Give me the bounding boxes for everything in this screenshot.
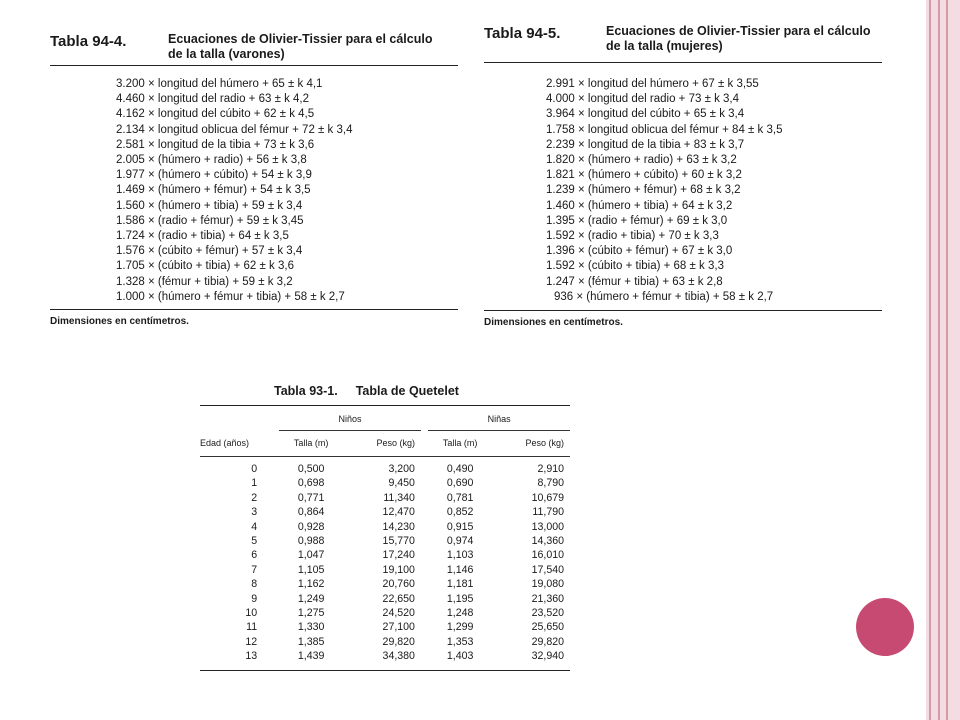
boys-weight-cell: 15,770 bbox=[382, 535, 415, 548]
boys-height-cell: 0,500 bbox=[297, 463, 325, 475]
equation-item: 3.200 × longitud del húmero + 65 ± k 4,1 bbox=[116, 78, 323, 90]
table-94-4-caption bbox=[168, 32, 432, 62]
girls-height-cell: 1,195 bbox=[446, 592, 474, 605]
girls-height-cell: 0,781 bbox=[446, 491, 474, 504]
table-94-4-note: Dimensiones en centímetros. bbox=[50, 316, 189, 328]
age-cell: 10 bbox=[245, 607, 258, 620]
accent-circle bbox=[856, 598, 914, 656]
equation-item: 3.964 × longitud del cúbito + 65 ± k 3,4 bbox=[546, 108, 745, 121]
girls-weight-cell: 13,000 bbox=[531, 520, 564, 533]
table-94-4-equation-list bbox=[50, 77, 458, 305]
boys-height-cell: 0,864 bbox=[297, 506, 325, 519]
boys-height-cell: 1,047 bbox=[297, 549, 325, 562]
table-94-5-note: Dimensiones en centímetros. bbox=[484, 317, 623, 329]
equation-item: 1.239 × (húmero + fémur) + 68 ± k 3,2 bbox=[546, 184, 741, 197]
boys-weight-cell: 22,650 bbox=[382, 592, 415, 605]
boys-height-cell: 0,988 bbox=[297, 535, 325, 548]
girls-height-cell: 1,146 bbox=[446, 563, 474, 576]
age-cell: 13 bbox=[200, 649, 279, 670]
col-header-boys-height: Talla (m) bbox=[279, 431, 343, 457]
equation-item: 1.247 × (fémur + tibia) + 63 ± k 2,8 bbox=[546, 275, 723, 288]
boys-weight-cell: 19,100 bbox=[382, 563, 415, 576]
table-row bbox=[200, 457, 570, 477]
boys-height-cell: 1,330 bbox=[297, 621, 325, 634]
girls-height-cell: 0,690 bbox=[446, 477, 474, 490]
table-94-5 bbox=[484, 24, 882, 328]
age-cell: 7 bbox=[251, 563, 258, 576]
table-94-5-bottom-rule bbox=[484, 310, 882, 311]
boys-weight-cell: 11,340 bbox=[383, 491, 415, 504]
boys-weight-cell: 12,470 bbox=[382, 506, 415, 519]
boys-height-cell: 0,698 bbox=[297, 477, 325, 490]
boys-weight-cell: 34,380 bbox=[343, 649, 421, 670]
table-93-1-number: Tabla 93-1. bbox=[274, 384, 338, 398]
equation-item: 1.758 × longitud oblicua del fémur + 84 ± k 3,5 bbox=[546, 123, 783, 136]
table-94-4-caption-line2: de la talla (varones) bbox=[168, 47, 285, 61]
girls-weight-cell: 11,790 bbox=[532, 506, 564, 519]
col-header-girls-height: Talla (m) bbox=[428, 431, 492, 457]
table-94-5-number: Tabla 94-5. bbox=[484, 25, 561, 42]
boys-weight-cell: 27,100 bbox=[382, 621, 415, 634]
equation-item: 1.000 × (húmero + fémur + tibia) + 58 ± k 2,7 bbox=[116, 290, 345, 303]
table-row bbox=[200, 592, 570, 606]
age-cell: 9 bbox=[251, 592, 258, 605]
table-row bbox=[200, 505, 570, 519]
column-header-row bbox=[200, 431, 570, 457]
girls-weight-cell: 2,910 bbox=[537, 463, 564, 475]
age-cell: 5 bbox=[251, 535, 258, 548]
age-cell: 6 bbox=[251, 549, 258, 562]
boys-weight-cell: 9,450 bbox=[388, 477, 415, 490]
equation-item: 2.581 × longitud de la tibia + 73 ± k 3,6 bbox=[116, 138, 315, 151]
boys-height-cell: 1,439 bbox=[279, 649, 343, 670]
equation-item: 1.705 × (cúbito + tibia) + 62 ± k 3,6 bbox=[116, 260, 294, 273]
boys-weight-cell: 3,200 bbox=[388, 463, 415, 475]
table-row bbox=[200, 563, 570, 577]
slide-border-line-2 bbox=[938, 0, 940, 720]
equation-item: 2.134 × longitud oblicua del fémur + 72 ± k 3,4 bbox=[116, 123, 353, 136]
girls-weight-cell: 23,520 bbox=[531, 607, 564, 620]
equation-item: 1.395 × (radio + fémur) + 69 ± k 3,0 bbox=[546, 214, 728, 227]
boys-height-cell: 1,249 bbox=[297, 592, 325, 605]
boys-height-cell: 1,105 bbox=[297, 563, 325, 576]
table-94-5-caption bbox=[606, 24, 870, 54]
girls-height-cell: 0,852 bbox=[446, 506, 474, 519]
girls-weight-cell: 17,540 bbox=[531, 563, 564, 576]
table-row bbox=[200, 534, 570, 548]
girls-weight-cell: 25,650 bbox=[531, 621, 564, 634]
equation-item: 1.396 × (cúbito + fémur) + 67 ± k 3,0 bbox=[546, 245, 733, 258]
col-header-age: Edad (años) bbox=[200, 431, 279, 457]
table-94-5-equation-list bbox=[484, 77, 882, 305]
equation-item: 1.977 × (húmero + cúbito) + 54 ± k 3,9 bbox=[116, 169, 312, 182]
equation-item: 2.239 × longitud de la tibia + 83 ± k 3,7 bbox=[546, 138, 745, 151]
table-row bbox=[200, 606, 570, 620]
table-93-1 bbox=[200, 384, 570, 671]
table-94-5-title bbox=[484, 24, 882, 54]
boys-weight-cell: 24,520 bbox=[382, 607, 415, 620]
slide-side-band bbox=[926, 0, 960, 720]
group-header-row bbox=[200, 406, 570, 431]
girls-weight-cell: 21,360 bbox=[531, 592, 564, 605]
equation-item: 1.328 × (fémur + tibia) + 59 ± k 3,2 bbox=[116, 275, 293, 288]
boys-height-cell: 0,928 bbox=[297, 520, 325, 533]
girls-weight-cell: 19,080 bbox=[531, 578, 564, 591]
equation-item: 2.005 × (húmero + radio) + 56 ± k 3,8 bbox=[116, 154, 307, 167]
table-94-4-number: Tabla 94-4. bbox=[50, 33, 127, 50]
girls-height-cell: 1,403 bbox=[428, 649, 492, 670]
equation-item: 4.460 × longitud del radio + 63 ± k 4,2 bbox=[116, 93, 310, 106]
slide-border-line-3 bbox=[946, 0, 948, 720]
equation-item: 1.592 × (cúbito + tibia) + 68 ± k 3,3 bbox=[546, 260, 724, 273]
table-94-4-top-rule bbox=[50, 65, 458, 66]
equation-item: 1.560 × (húmero + tibia) + 59 ± k 3,4 bbox=[116, 199, 303, 212]
table-94-4 bbox=[50, 32, 458, 327]
slide-border-line-1 bbox=[929, 0, 931, 720]
girls-weight-cell: 32,940 bbox=[492, 649, 570, 670]
table-row bbox=[200, 649, 570, 670]
age-cell: 4 bbox=[251, 520, 258, 533]
girls-height-cell: 1,353 bbox=[446, 635, 474, 648]
table-94-4-bottom-rule bbox=[50, 309, 458, 310]
age-cell: 3 bbox=[251, 506, 258, 519]
girls-height-cell: 1,299 bbox=[446, 621, 474, 634]
boys-height-cell: 1,385 bbox=[297, 635, 325, 648]
girls-height-cell: 0,974 bbox=[446, 535, 474, 548]
age-cell: 2 bbox=[251, 491, 258, 504]
girls-height-cell: 0,490 bbox=[446, 463, 474, 475]
boys-weight-cell: 29,820 bbox=[382, 635, 415, 648]
boys-height-cell: 1,275 bbox=[297, 607, 325, 620]
quetelet-table bbox=[200, 406, 570, 671]
equation-item: 1.460 × (húmero + tibia) + 64 ± k 3,2 bbox=[546, 199, 733, 212]
table-93-1-caption: Tabla de Quetelet bbox=[355, 384, 459, 398]
table-94-5-top-rule bbox=[484, 62, 882, 63]
girls-height-cell: 1,103 bbox=[446, 549, 474, 562]
table-94-4-caption-line1: Ecuaciones de Olivier-Tissier para el cálculo bbox=[168, 32, 433, 46]
col-header-boys-weight: Peso (kg) bbox=[343, 431, 421, 457]
equation-item: 936 × (húmero + fémur + tibia) + 58 ± k 2,7 bbox=[554, 290, 774, 303]
age-cell: 1 bbox=[251, 477, 258, 490]
boys-height-cell: 0,771 bbox=[297, 491, 325, 504]
equation-item: 2.991 × longitud del húmero + 67 ± k 3,55 bbox=[546, 78, 759, 90]
table-94-5-caption-line2: de la talla (mujeres) bbox=[606, 39, 723, 53]
table-row bbox=[200, 476, 570, 490]
table-94-4-title bbox=[50, 32, 458, 62]
age-cell: 12 bbox=[245, 635, 258, 648]
girls-weight-cell: 16,010 bbox=[531, 549, 564, 562]
col-header-girls-weight: Peso (kg) bbox=[492, 431, 570, 457]
girls-weight-cell: 10,679 bbox=[531, 491, 564, 504]
age-cell: 11 bbox=[246, 621, 258, 634]
equation-item: 1.586 × (radio + fémur) + 59 ± k 3,45 bbox=[116, 214, 304, 227]
boys-weight-cell: 20,760 bbox=[382, 578, 415, 591]
equation-item: 1.724 × (radio + tibia) + 64 ± k 3,5 bbox=[116, 230, 289, 243]
equation-item: 1.469 × (húmero + fémur) + 54 ± k 3,5 bbox=[116, 184, 311, 197]
girls-height-cell: 0,915 bbox=[446, 520, 474, 533]
girls-weight-cell: 29,820 bbox=[531, 635, 564, 648]
boys-weight-cell: 17,240 bbox=[382, 549, 415, 562]
equation-item: 4.162 × longitud del cúbito + 62 ± k 4,5 bbox=[116, 108, 315, 121]
girls-height-cell: 1,248 bbox=[446, 607, 474, 620]
girls-weight-cell: 8,790 bbox=[537, 477, 564, 490]
table-row bbox=[200, 520, 570, 534]
table-94-5-caption-line1: Ecuaciones de Olivier-Tissier para el cálculo bbox=[606, 24, 871, 38]
equation-item: 4.000 × longitud del radio + 73 ± k 3,4 bbox=[546, 93, 740, 106]
table-93-1-title bbox=[200, 384, 570, 399]
boys-height-cell: 1,162 bbox=[297, 578, 325, 591]
group-header-boys: Niños bbox=[279, 406, 421, 431]
boys-weight-cell: 14,230 bbox=[382, 520, 415, 533]
age-cell: 8 bbox=[251, 578, 258, 591]
equation-item: 1.820 × (húmero + radio) + 63 ± k 3,2 bbox=[546, 154, 737, 167]
quetelet-table-body bbox=[200, 457, 570, 671]
girls-height-cell: 1,181 bbox=[446, 578, 474, 591]
group-header-girls: Niñas bbox=[428, 406, 570, 431]
age-cell: 0 bbox=[251, 463, 258, 475]
table-row bbox=[200, 491, 570, 505]
table-row bbox=[200, 620, 570, 634]
table-row bbox=[200, 577, 570, 591]
equation-item: 1.576 × (cúbito + fémur) + 57 ± k 3,4 bbox=[116, 245, 303, 258]
table-row bbox=[200, 548, 570, 562]
equation-item: 1.821 × (húmero + cúbito) + 60 ± k 3,2 bbox=[546, 169, 742, 182]
table-row bbox=[200, 635, 570, 649]
equation-item: 1.592 × (radio + tibia) + 70 ± k 3,3 bbox=[546, 230, 719, 243]
girls-weight-cell: 14,360 bbox=[531, 535, 564, 548]
